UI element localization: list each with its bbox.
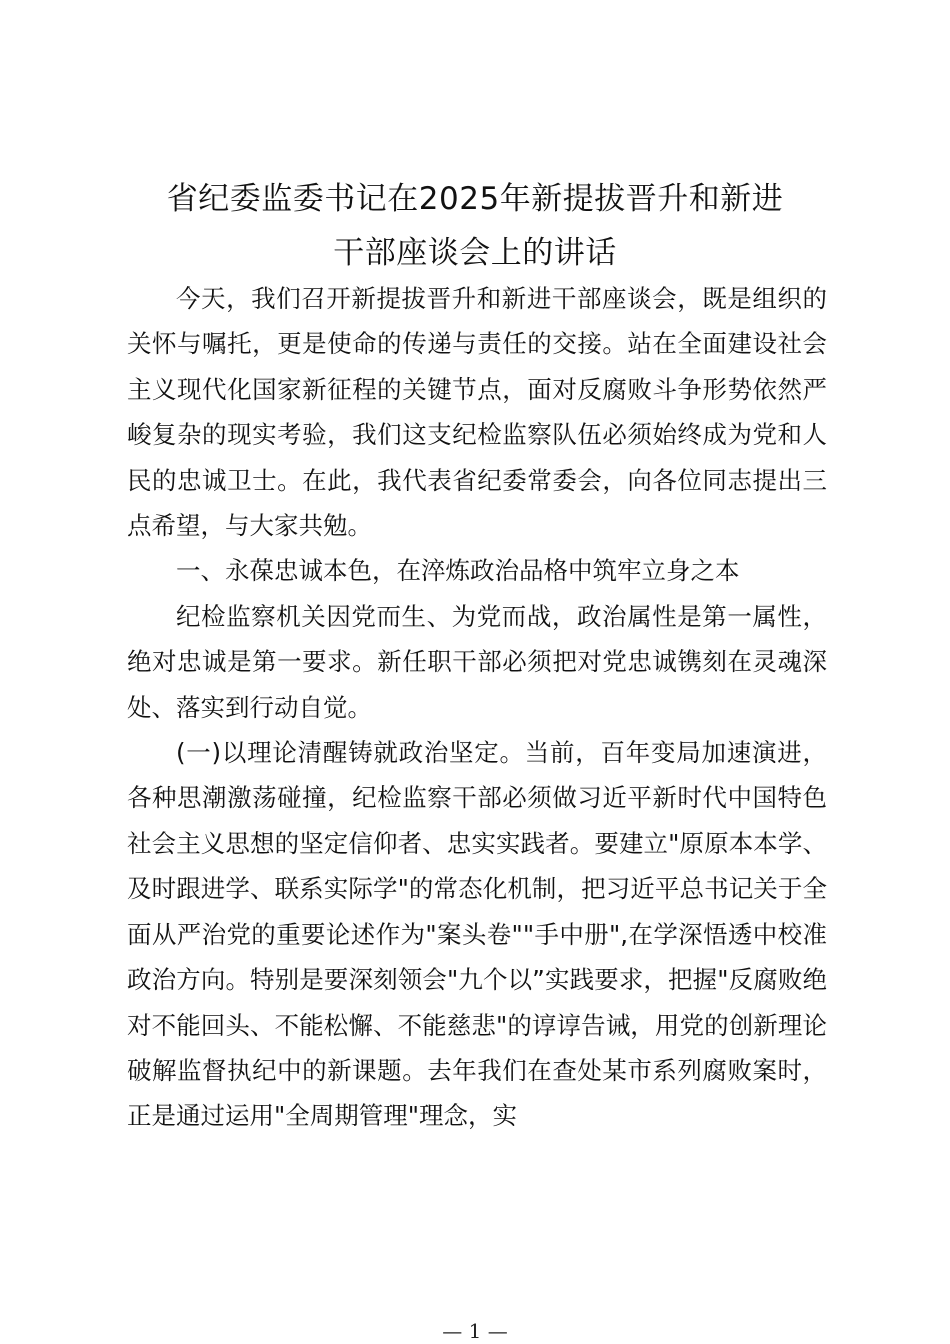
- title-line-2: 干部座谈会上的讲话: [333, 235, 617, 271]
- paragraph-intro: 今天，我们召开新提拔晋升和新进干部座谈会，既是组织的关怀与嘱托，更是使命的传递与责任的交接。站在全面建设社会主义现代化国家新征程的关键节点，面对反腐败斗争形势依然严峻复杂的现实考验，我们这支纪检监察队伍必须始终成为党和人民的忠诚卫士。在此，我代表省纪委常委会，向各位同志提出三点希望，与大家共勉。: [127, 284, 827, 541]
- paragraph-section-1: 纪检监察机关因党而生、为党而战，政治属性是第一属性，绝对忠诚是第一要求。新任职干部必须把对党忠诚镌刻在灵魂深处、落实到行动自觉。: [127, 601, 827, 722]
- paragraph-subsection-1: (一)以理论清醒铸就政治坚定。当前，百年变局加速演进，各种思潮激荡碰撞，纪检监察干部必须做习近平新时代中国特色社会主义思想的坚定信仰者、忠实实践者。要建立"原原本本学、及时跟进学、联系实际学"的常态化机制，把习近平总书记关于全面从严治党的重要论述作为"案头卷""手中册",在学深悟透中校准政治方向。特别是要深刻领会"九个以”实践要求，把握"反腐败绝对不能回头、不能松懈、不能慈悲"的谆谆告诫，用党的创新理论破解监督执纪中的新课题。去年我们在查处某市系列腐败案时，正是通过运用"全周期管理"理念，实: [127, 738, 827, 1131]
- document-title: [100, 172, 850, 280]
- title-line-1: 省纪委监委书记在2025年新提拔晋升和新进: [166, 181, 784, 217]
- document-body: [127, 276, 827, 1139]
- section-heading-1: 一、永葆忠诚本色，在淬炼政治品格中筑牢立身之本: [176, 556, 740, 586]
- page-number: — 1 —: [442, 1319, 508, 1343]
